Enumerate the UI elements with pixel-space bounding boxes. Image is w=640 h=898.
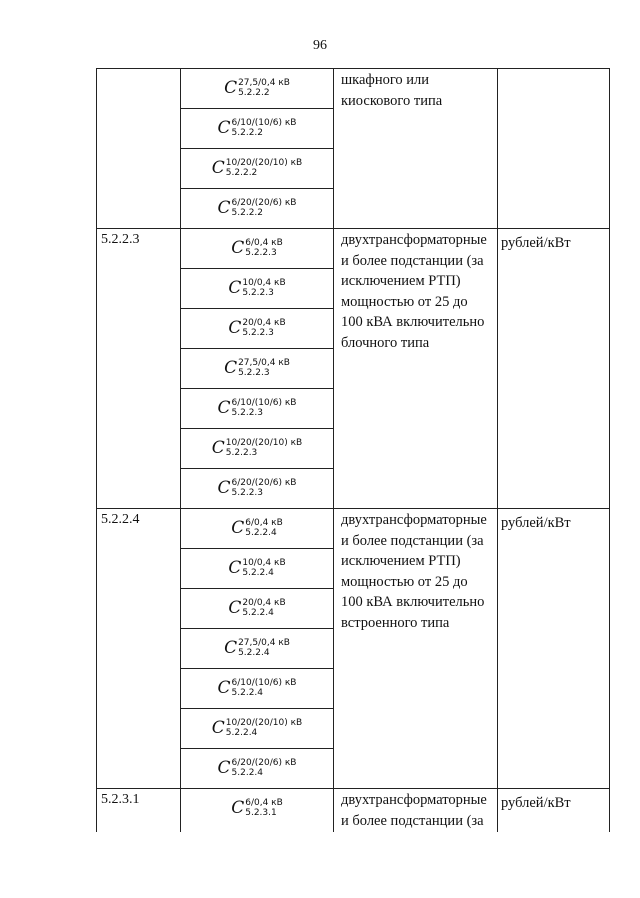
tariff-symbol: C 6/20/(20/6) кВ 5.2.2.3: [217, 478, 297, 498]
symbol-row-separator: [180, 748, 334, 749]
tariff-symbol: C 10/20/(20/10) кВ 5.2.2.4: [211, 718, 303, 738]
tariff-symbol: C 6/10/(10/6) кВ 5.2.2.4: [217, 678, 297, 698]
tariff-symbol: C 6/10/(10/6) кВ 5.2.2.3: [217, 398, 297, 418]
tariff-symbol: C 6/0,4 кВ 5.2.2.3: [231, 238, 283, 258]
row-code: 5.2.2.4: [101, 512, 140, 527]
unit-label: рублей/кВт: [501, 515, 571, 531]
tariff-symbol: C 10/0,4 кВ 5.2.2.3: [228, 278, 286, 298]
table-border-right: [609, 68, 610, 832]
table-border-unit-left: [497, 68, 498, 832]
tariff-symbol: C 27,5/0,4 кВ 5.2.2.4: [224, 638, 290, 658]
block-separator: [96, 788, 610, 789]
block-separator: [96, 508, 610, 509]
table-top-line: [96, 68, 610, 69]
symbol-row-separator: [180, 708, 334, 709]
symbol-row-separator: [180, 428, 334, 429]
symbol-row-separator: [180, 108, 334, 109]
tariff-symbol: C 20/0,4 кВ 5.2.2.4: [228, 598, 286, 618]
table-border-symbol-right: [333, 68, 334, 832]
row-code: 5.2.3.1: [101, 792, 140, 807]
unit-label: рублей/кВт: [501, 795, 571, 811]
tariff-symbol: C 20/0,4 кВ 5.2.2.3: [228, 318, 286, 338]
row-code: 5.2.2.3: [101, 232, 140, 247]
symbol-row-separator: [180, 468, 334, 469]
tariff-symbol: C 6/20/(20/6) кВ 5.2.2.4: [217, 758, 297, 778]
symbol-row-separator: [180, 188, 334, 189]
symbol-row-separator: [180, 308, 334, 309]
table-border-left: [96, 68, 97, 832]
block-description: двухтрансформаторные и более подстанции (за: [341, 792, 487, 829]
page-number: 96: [313, 38, 327, 53]
symbol-row-separator: [180, 348, 334, 349]
block-separator: [96, 228, 610, 229]
tariff-symbol: C 27,5/0,4 кВ 5.2.2.2: [224, 78, 290, 98]
symbol-row-separator: [180, 628, 334, 629]
block-description: двухтрансформаторные и более подстанции (за исключением РТП) мощностью от 25 до 100 кВА включительно блочного типа: [341, 232, 487, 351]
symbol-row-separator: [180, 268, 334, 269]
tariff-symbol: C 6/0,4 кВ 5.2.2.4: [231, 518, 283, 538]
tariff-symbol: C 10/20/(20/10) кВ 5.2.2.3: [211, 438, 303, 458]
symbol-row-separator: [180, 548, 334, 549]
symbol-row-separator: [180, 588, 334, 589]
tariff-symbol: C 27,5/0,4 кВ 5.2.2.3: [224, 358, 290, 378]
symbol-row-separator: [180, 388, 334, 389]
block-description: шкафного или киоскового типа: [341, 72, 443, 109]
unit-label: рублей/кВт: [501, 235, 571, 251]
block-description: двухтрансформаторные и более подстанции (за исключением РТП) мощностью от 25 до 100 кВА включительно встроенного типа: [341, 512, 487, 631]
tariff-symbol: C 10/20/(20/10) кВ 5.2.2.2: [211, 158, 303, 178]
tariff-symbol: C 6/10/(10/6) кВ 5.2.2.2: [217, 118, 297, 138]
tariff-symbol: C 6/0,4 кВ 5.2.3.1: [231, 798, 283, 818]
symbol-row-separator: [180, 148, 334, 149]
tariff-symbol: C 10/0,4 кВ 5.2.2.4: [228, 558, 286, 578]
table-border-symbol-left: [180, 68, 181, 832]
tariff-symbol: C 6/20/(20/6) кВ 5.2.2.2: [217, 198, 297, 218]
symbol-row-separator: [180, 668, 334, 669]
